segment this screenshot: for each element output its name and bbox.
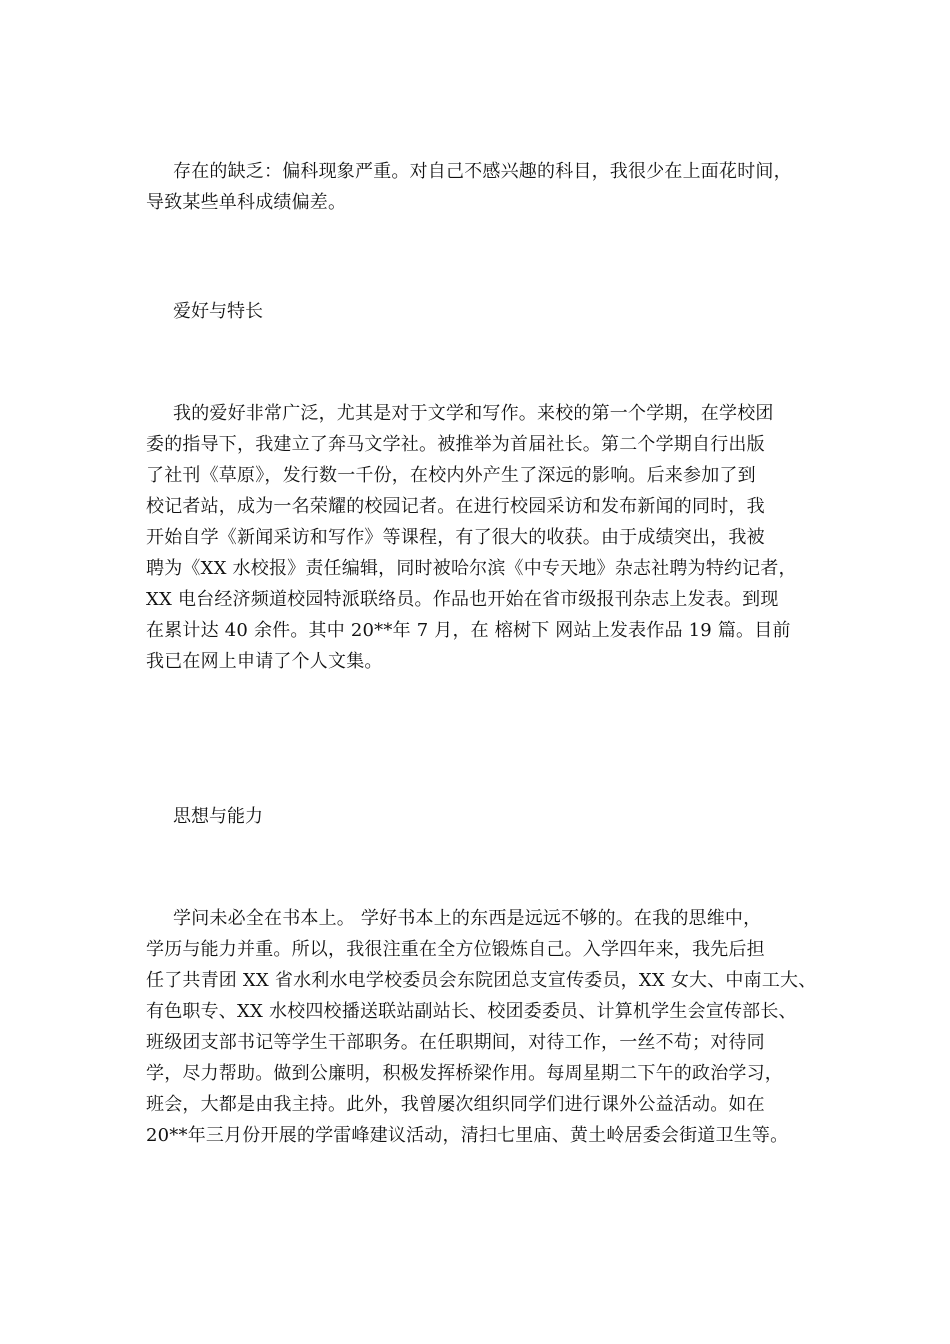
paragraph-line: 了社刊《草原》，发行数一千份，在校内外产生了深远的影响。后来参加了到 [146,465,756,486]
paragraph-line: 我已在网上申请了个人文集。 [146,651,383,672]
paragraph-line: 导致某些单科成绩偏差。 [146,192,347,213]
paragraph-hobbies [146,398,846,677]
paragraph-line: 学问未必全在书本上。 学好书本上的东西是远远不够的。在我的思维中， [173,908,762,929]
paragraph-line: 开始自学《新闻采访和写作》等课程，有了很大的收获。由于成绩突出，我被 [146,527,765,548]
section-heading-hobbies: 爱好与特长 [173,301,263,322]
paragraph-line: 在累计达 40 余件。其中 20**年 7 月，在 榕树下 网站上发表作品 19 篇。目前 [146,620,791,641]
paragraph-line: 存在的缺乏：偏科现象严重。对自己不感兴趣的科目，我很少在上面花时间， [173,161,792,182]
paragraph-line: 20**年三月份开展的学雷峰建议活动，清扫七里庙、黄土岭居委会街道卫生等。 [146,1125,789,1146]
paragraph-line: 我的爱好非常广泛，尤其是对于文学和写作。来校的第一个学期，在学校团 [173,403,774,424]
paragraph-shortcomings [146,156,846,218]
section-heading-thought-ability: 思想与能力 [173,806,263,827]
paragraph-line: 聘为《XX 水校报》责任编辑，同时被哈尔滨《中专天地》杂志社聘为特约记者， [146,558,797,579]
paragraph-line: 校记者站，成为一名荣耀的校园记者。在进行校园采访和发布新闻的同时，我 [146,496,765,517]
paragraph-line: XX 电台经济频道校园特派联络员。作品也开始在省市级报刊杂志上发表。到现 [146,589,779,610]
paragraph-line: 班级团支部书记等学生干部职务。在任职期间，对待工作，一丝不苟；对待同 [146,1032,765,1053]
paragraph-line: 班会，大都是由我主持。此外，我曾屡次组织同学们进行课外公益活动。如在 [146,1094,765,1115]
paragraph-line: 委的指导下，我建立了奔马文学社。被推举为首届社长。第二个学期自行出版 [146,434,765,455]
paragraph-line: 有色职专、XX 水校四校播送联站副站长、校团委委员、计算机学生会宣传部长、 [146,1001,797,1022]
paragraph-line: 学，尽力帮助。做到公廉明，积极发挥桥梁作用。每周星期二下午的政治学习， [146,1063,783,1084]
paragraph-line: 任了共青团 XX 省水利水电学校委员会东院团总支宣传委员，XX 女大、中南工大、 [146,970,817,991]
paragraph-thought-ability [146,903,846,1151]
paragraph-line: 学历与能力并重。所以，我很注重在全方位锻炼自己。入学四年来，我先后担 [146,939,765,960]
